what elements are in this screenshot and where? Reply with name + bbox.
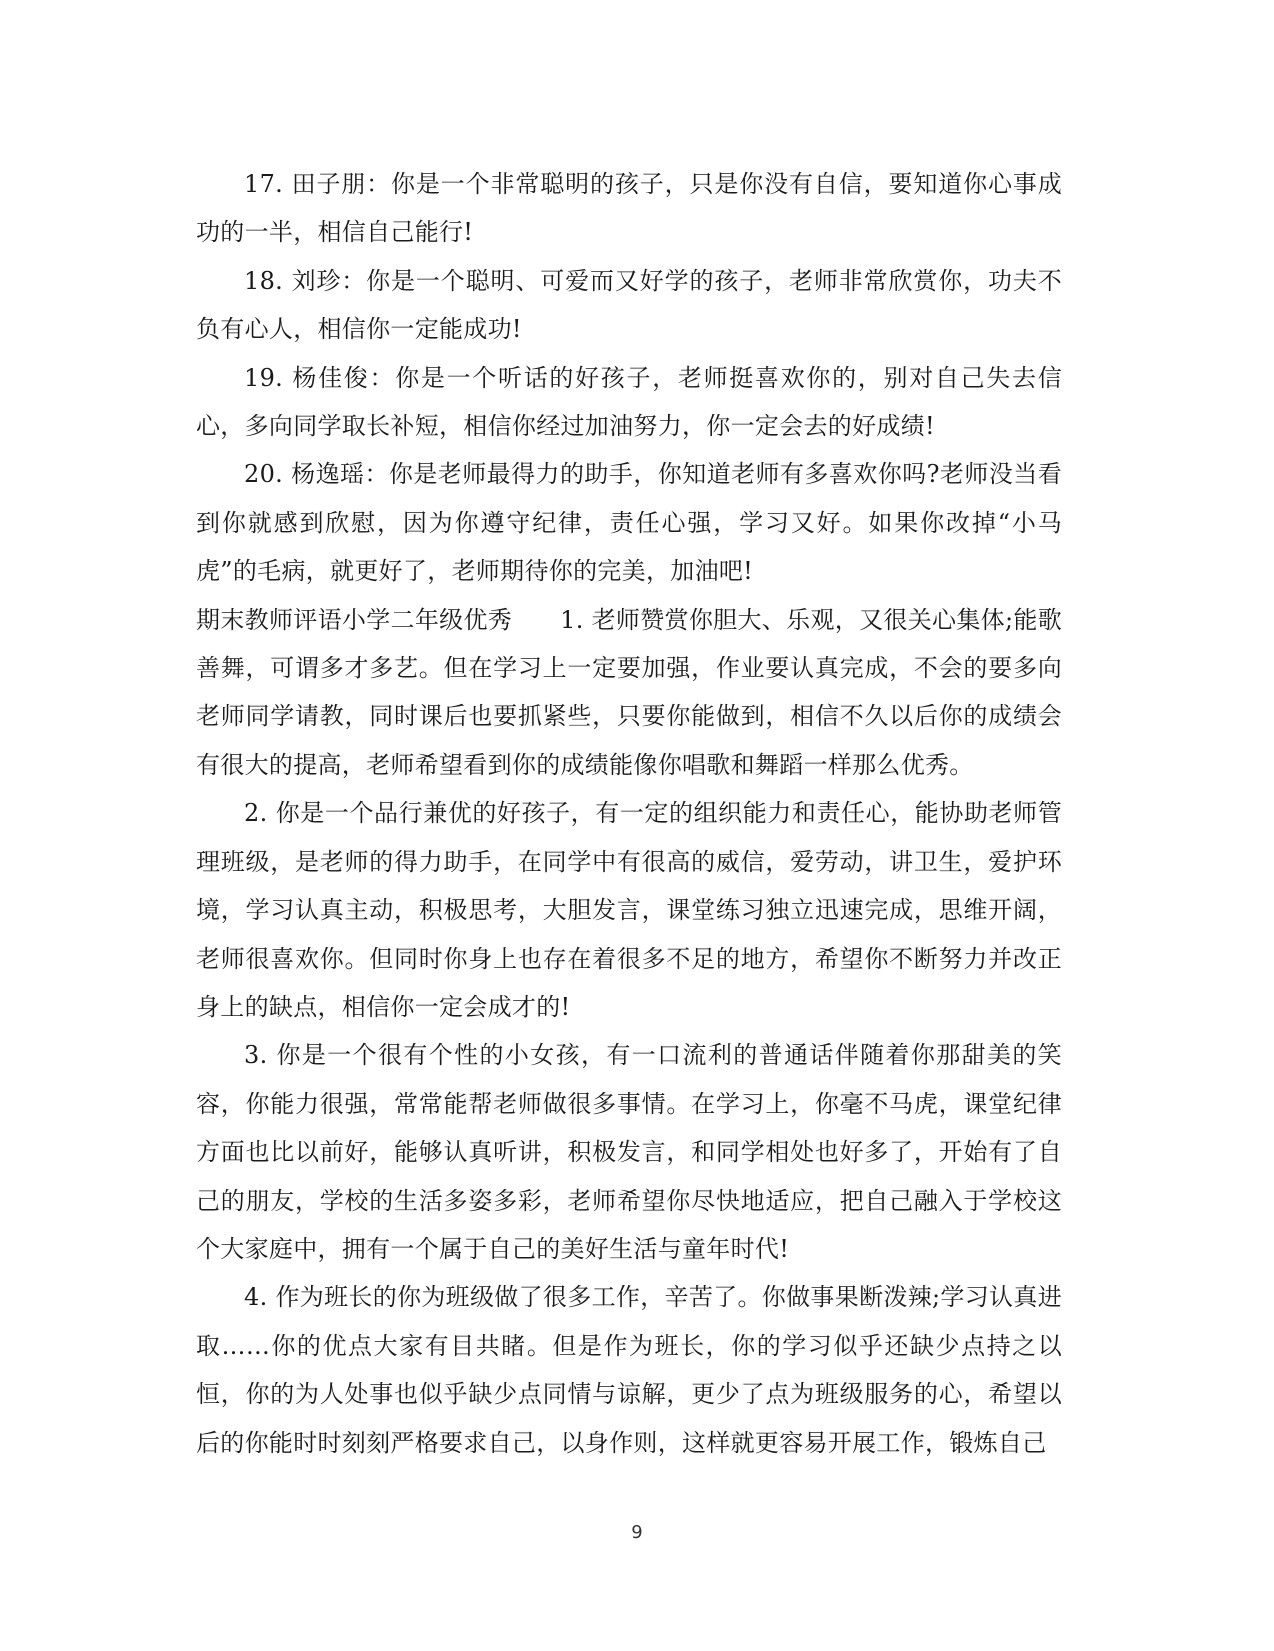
comment-paragraph-17: 17. 田子朋：你是一个非常聪明的孩子，只是你没有自信，要知道你心事成功的一半，相信自己能行! (196, 170, 1062, 247)
section-heading-paragraph (196, 596, 1062, 790)
comment-paragraph-19: 19. 杨佳俊：你是一个听话的好孩子，老师挺喜欢你的，别对自己失去信心，多向同学取长补短，相信你经过加油努力，你一定会去的好成绩! (196, 363, 1062, 441)
section-heading: 期末教师评语小学二年级优秀 (196, 605, 513, 634)
document-body (196, 160, 1062, 1467)
comment-paragraph-18: 18. 刘珍：你是一个聪明、可爱而又好学的孩子，老师非常欣赏你，功夫不负有心人，相信你一定能成功! (196, 266, 1062, 344)
comment-paragraph-20: 20. 杨逸瑶：你是老师最得力的助手，你知道老师有多喜欢你吗?老师没当看到你就感到欣慰，因为你遵守纪律，责任心强，学习又好。如果你改掉“小马虎”的毛病，就更好了，老师期待你的完美，加油吧! (196, 460, 1062, 586)
comment-paragraph-3: 3. 你是一个很有个性的小女孩，有一口流利的普通话伴随着你那甜美的笑容，你能力很强，常常能帮老师做很多事情。在学习上，你毫不马虎，课堂纪律方面也比以前好，能够认真听讲，积极发言，和同学相处也好多了，开始有了自己的朋友，学校的生活多姿多彩，老师希望你尽快地适应，把自己融入于学校这个大家庭中，拥有一个属于自己的美好生活与童年时代! (196, 1041, 1062, 1263)
comment-paragraph-2: 2. 你是一个品行兼优的好孩子，有一定的组织能力和责任心，能协助老师管理班级，是老师的得力助手，在同学中有很高的威信，爱劳动，讲卫生，爱护环境，学习认真主动，积极思考，大胆发言，课堂练习独立迅速完成，思维开阔，老师很喜欢你。但同时你身上也存在着很多不足的地方，希望你不断努力并改正身上的缺点，相信你一定会成才的! (196, 799, 1062, 1021)
comment-paragraph-4: 4. 作为班长的你为班级做了很多工作，辛苦了。你做事果断泼辣;学习认真进取……你的优点大家有目共睹。但是作为班长，你的学习似乎还缺少点持之以恒，你的为人处事也似乎缺少点同情与谅解，更少了点为班级服务的心，希望以后的你能时时刻刻严格要求自己，以身作则，这样就更容易开展工作，锻炼自己 (196, 1283, 1062, 1457)
page-number: 9 (631, 1522, 643, 1543)
comment-paragraph-1: 1. 老师赞赏你胆大、乐观，又很关心集体;能歌善舞，可谓多才多艺。但在学习上一定要加强，作业要认真完成，不会的要多向老师同学请教，同时课后也要抓紧些，只要你能做到，相信不久以后你的成绩会有很大的提高，老师希望看到你的成绩能像你唱歌和舞蹈一样那么优秀。 (196, 605, 1063, 779)
